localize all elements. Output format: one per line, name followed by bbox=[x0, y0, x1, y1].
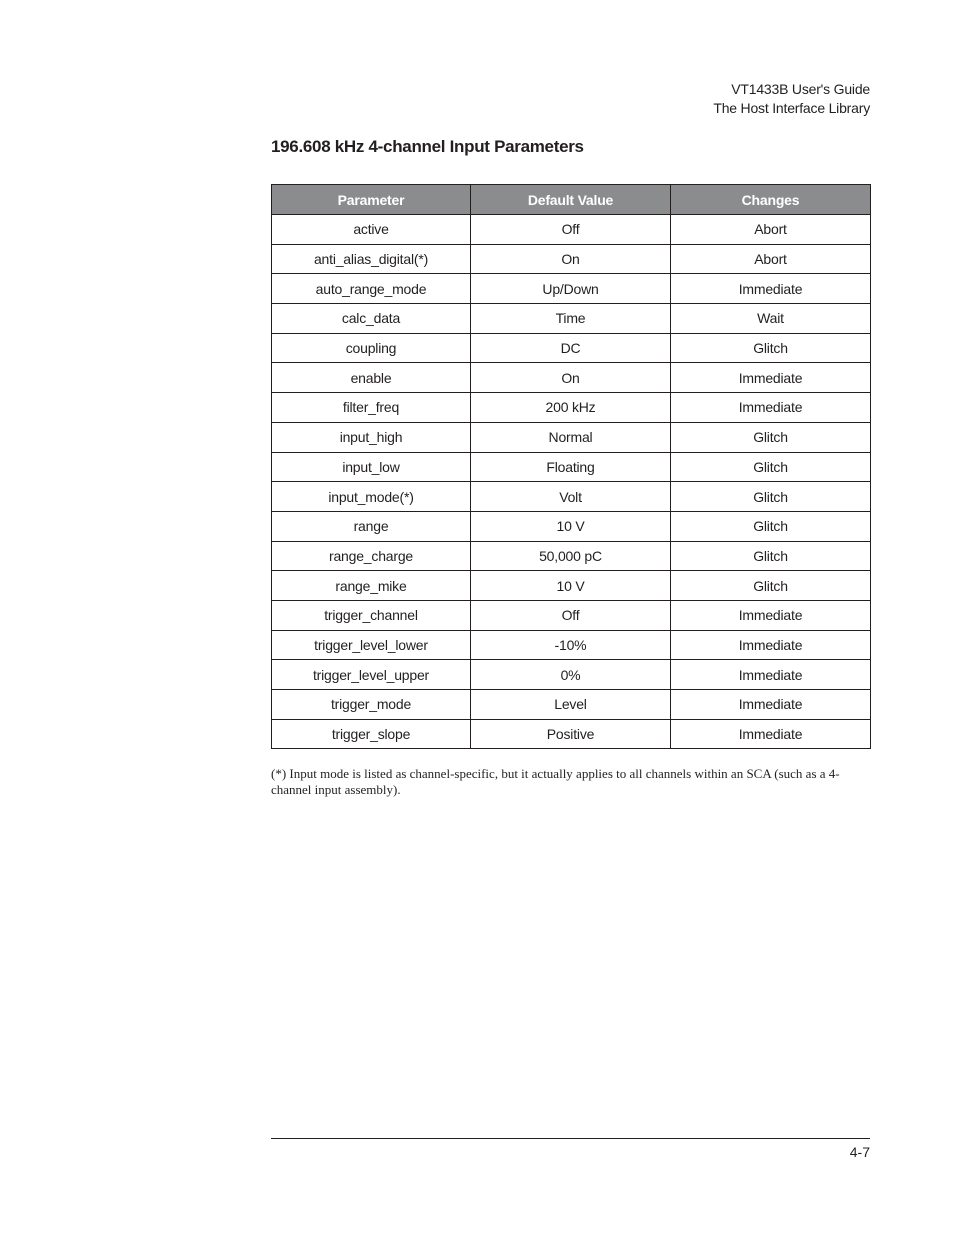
cell-changes: Abort bbox=[671, 215, 871, 245]
section-title: 196.608 kHz 4-channel Input Parameters bbox=[271, 137, 584, 156]
cell-parameter: calc_data bbox=[272, 304, 471, 334]
table-row bbox=[272, 630, 871, 660]
cell-default-value: 10 V bbox=[471, 571, 671, 601]
cell-changes: Glitch bbox=[671, 571, 871, 601]
cell-default-value: Volt bbox=[471, 482, 671, 512]
table-row bbox=[272, 274, 871, 304]
cell-changes: Glitch bbox=[671, 511, 871, 541]
cell-default-value: 50,000 pC bbox=[471, 541, 671, 571]
column-header-changes: Changes bbox=[671, 185, 871, 215]
cell-default-value: 0% bbox=[471, 660, 671, 690]
cell-parameter: auto_range_mode bbox=[272, 274, 471, 304]
table-row bbox=[272, 393, 871, 423]
cell-parameter: filter_freq bbox=[272, 393, 471, 423]
table-row bbox=[272, 690, 871, 720]
cell-parameter: anti_alias_digital(*) bbox=[272, 244, 471, 274]
table-row bbox=[272, 660, 871, 690]
table-row bbox=[272, 452, 871, 482]
column-header-parameter: Parameter bbox=[272, 185, 471, 215]
cell-changes: Glitch bbox=[671, 482, 871, 512]
table-row bbox=[272, 482, 871, 512]
cell-default-value: Floating bbox=[471, 452, 671, 482]
cell-changes: Glitch bbox=[671, 452, 871, 482]
table-row bbox=[272, 422, 871, 452]
cell-parameter: range_mike bbox=[272, 571, 471, 601]
cell-parameter: active bbox=[272, 215, 471, 245]
cell-default-value: DC bbox=[471, 333, 671, 363]
table-row bbox=[272, 363, 871, 393]
cell-changes: Immediate bbox=[671, 274, 871, 304]
cell-changes: Immediate bbox=[671, 363, 871, 393]
cell-changes: Immediate bbox=[671, 719, 871, 749]
parameters-table bbox=[271, 184, 871, 749]
cell-default-value: Up/Down bbox=[471, 274, 671, 304]
cell-changes: Immediate bbox=[671, 393, 871, 423]
chapter-title: The Host Interface Library bbox=[713, 100, 870, 116]
running-header bbox=[713, 80, 870, 118]
cell-parameter: trigger_level_upper bbox=[272, 660, 471, 690]
cell-changes: Immediate bbox=[671, 690, 871, 720]
cell-changes: Wait bbox=[671, 304, 871, 334]
table-row bbox=[272, 244, 871, 274]
table-row bbox=[272, 333, 871, 363]
table-row bbox=[272, 215, 871, 245]
cell-default-value: 200 kHz bbox=[471, 393, 671, 423]
cell-changes: Glitch bbox=[671, 333, 871, 363]
cell-parameter: trigger_slope bbox=[272, 719, 471, 749]
cell-parameter: range bbox=[272, 511, 471, 541]
cell-default-value: 10 V bbox=[471, 511, 671, 541]
table-body bbox=[272, 215, 871, 749]
table-row bbox=[272, 541, 871, 571]
cell-parameter: range_charge bbox=[272, 541, 471, 571]
cell-default-value: Level bbox=[471, 690, 671, 720]
table-header-row bbox=[272, 185, 871, 215]
cell-default-value: On bbox=[471, 363, 671, 393]
guide-title: VT1433B User's Guide bbox=[731, 81, 870, 97]
cell-changes: Glitch bbox=[671, 541, 871, 571]
cell-parameter: trigger_channel bbox=[272, 600, 471, 630]
cell-changes: Abort bbox=[671, 244, 871, 274]
table-row bbox=[272, 304, 871, 334]
footer-divider bbox=[271, 1138, 870, 1139]
cell-parameter: trigger_mode bbox=[272, 690, 471, 720]
cell-default-value: Normal bbox=[471, 422, 671, 452]
cell-parameter: enable bbox=[272, 363, 471, 393]
cell-parameter: input_mode(*) bbox=[272, 482, 471, 512]
table-row bbox=[272, 600, 871, 630]
cell-parameter: input_low bbox=[272, 452, 471, 482]
cell-default-value: Off bbox=[471, 600, 671, 630]
cell-default-value: -10% bbox=[471, 630, 671, 660]
cell-changes: Immediate bbox=[671, 660, 871, 690]
page-number: 4-7 bbox=[849, 1144, 870, 1160]
table-row bbox=[272, 719, 871, 749]
cell-parameter: input_high bbox=[272, 422, 471, 452]
footnote: (*) Input mode is listed as channel-specific, but it actually applies to all channels within an SCA (such as a 4-channel input assembly). bbox=[271, 766, 840, 797]
cell-changes: Immediate bbox=[671, 630, 871, 660]
cell-default-value: Time bbox=[471, 304, 671, 334]
column-header-default-value: Default Value bbox=[471, 185, 671, 215]
cell-parameter: coupling bbox=[272, 333, 471, 363]
table-row bbox=[272, 511, 871, 541]
cell-parameter: trigger_level_lower bbox=[272, 630, 471, 660]
cell-changes: Glitch bbox=[671, 422, 871, 452]
cell-changes: Immediate bbox=[671, 600, 871, 630]
table-row bbox=[272, 571, 871, 601]
cell-default-value: Off bbox=[471, 215, 671, 245]
cell-default-value: Positive bbox=[471, 719, 671, 749]
cell-default-value: On bbox=[471, 244, 671, 274]
